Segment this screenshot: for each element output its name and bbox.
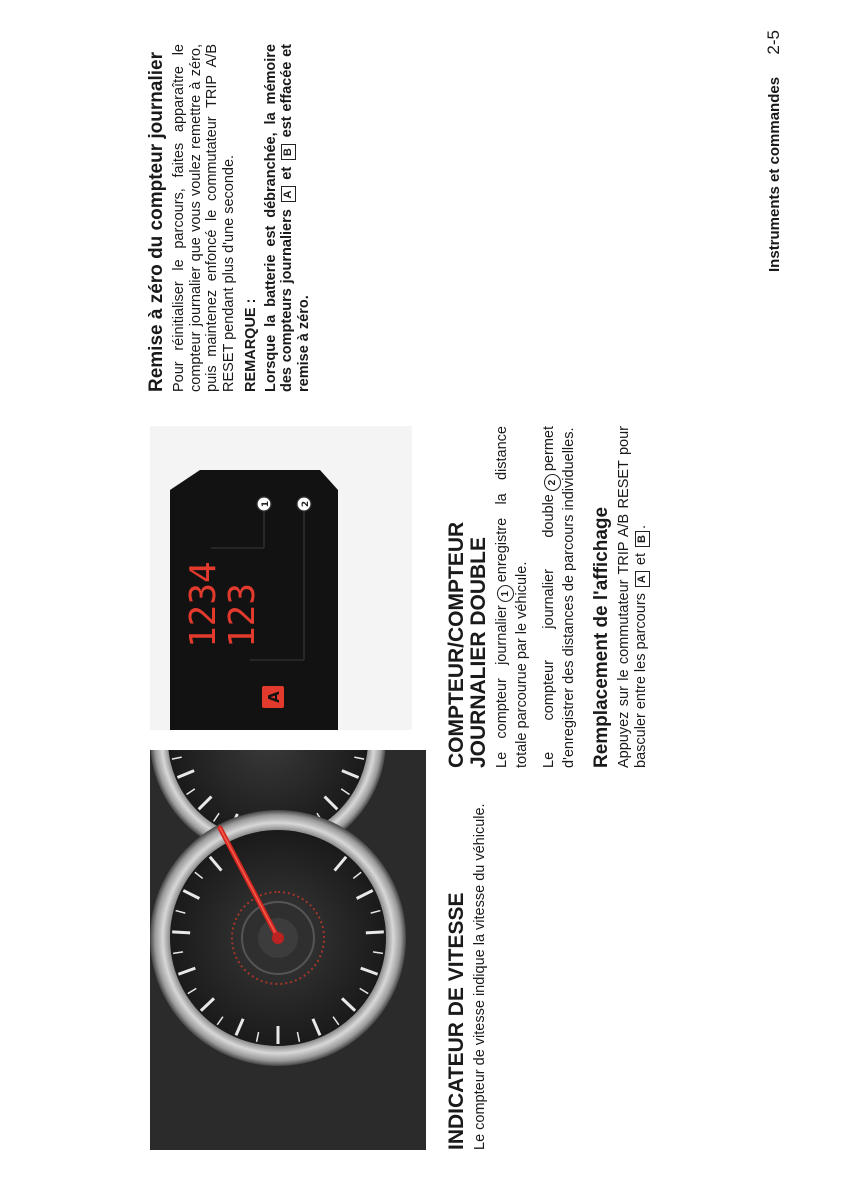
footer-page-number: 2-5 <box>764 30 783 55</box>
odometer-paragraph-2: Le compteur journalier double2permet d'enregistrer des distances de parcours individuelles. <box>540 426 577 768</box>
odometer-value: 1234 <box>183 561 224 648</box>
speedometer-section <box>446 750 489 1150</box>
display-switch-body: Appuyez sur le commutateur TRIP A/B RESET pour basculer entre les parcours A et B. <box>616 426 649 768</box>
display-switch-title: Remplacement de l'affichage <box>591 506 612 768</box>
ref-1-icon: 1 <box>497 585 514 602</box>
ref-2-icon: 2 <box>544 474 561 491</box>
footer-section: Instruments et commandes <box>766 76 783 272</box>
odometer-section <box>446 426 650 768</box>
svg-text:2: 2 <box>301 500 311 508</box>
svg-text:1: 1 <box>261 500 271 508</box>
odometer-paragraph-1: Le compteur journalier1enregistre la distance totale parcourue par le véhicule. <box>494 426 530 768</box>
reset-body: Pour réinitialiser le parcours, faites apparaître le compteur journalier que vous voulez remettre à zéro, puis maintenez enfoncé le commutateur TRIP A/B RESET pendant plus d'une seconde. <box>171 44 237 392</box>
note-key-a-icon: A <box>281 187 296 203</box>
trip-value: 123 <box>222 582 263 648</box>
gauge-tick <box>172 932 190 933</box>
note-body: Lorsque la batterie est débranchée, la mémoire des compteurs journaliers A et B est effacée et remise à zéro. <box>262 43 312 392</box>
odometer-title: COMPTEUR/COMPTEUR JOURNALIER DOUBLE <box>445 521 490 768</box>
speedometer-body: Le compteur de vitesse indique la vitesse du véhicule. <box>472 803 488 1150</box>
reset-title: Remise à zéro du compteur journalier <box>146 52 167 392</box>
odometer-display-photo <box>150 426 412 730</box>
note-label: REMARQUE : <box>243 298 259 392</box>
speedometer-title: INDICATEUR DE VITESSE <box>445 892 468 1150</box>
gauge-tick <box>366 932 384 933</box>
reset-section <box>146 44 313 392</box>
page-footer <box>764 30 784 330</box>
svg-text:A: A <box>265 691 283 703</box>
key-a-icon: A <box>635 571 650 587</box>
speedometer-photo <box>150 750 426 1150</box>
note-key-b-icon: B <box>281 144 296 160</box>
key-b-icon: B <box>635 531 650 547</box>
